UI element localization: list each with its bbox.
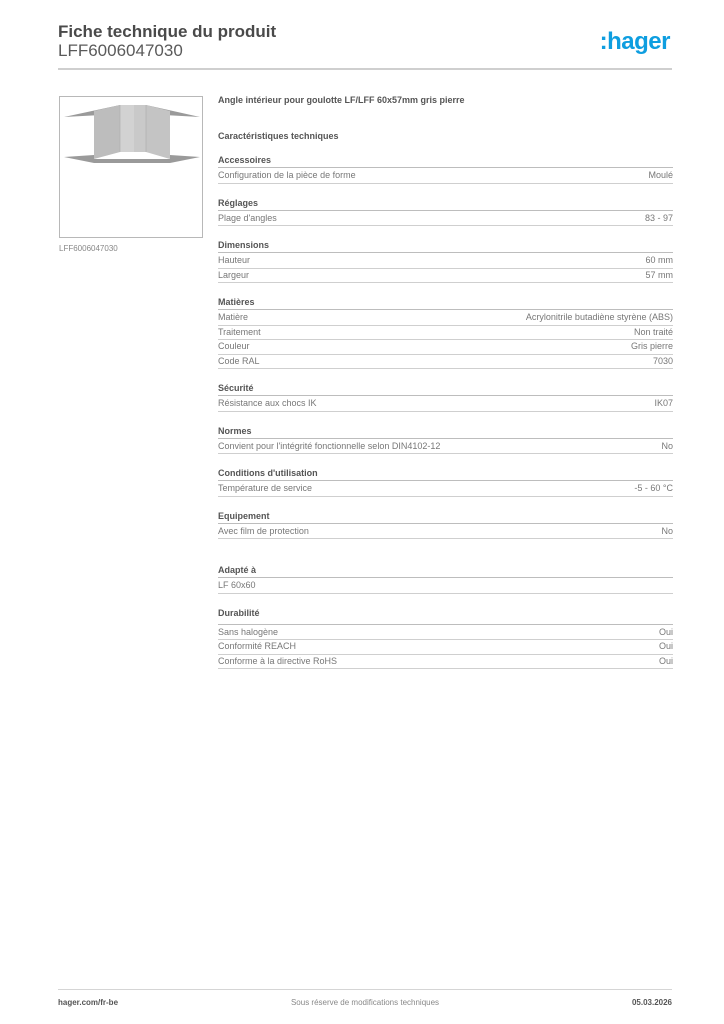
product-photo-icon — [60, 97, 202, 237]
spec-row — [218, 326, 673, 341]
section-title: Réglages — [218, 198, 673, 211]
spec-label: Largeur — [218, 269, 250, 280]
spec-label: Convient pour l'intégrité fonctionnelle selon DIN4102-12 — [218, 440, 441, 451]
spec-value: Moulé — [648, 170, 673, 180]
spec-value: Non traité — [633, 326, 673, 337]
spec-row — [218, 269, 673, 284]
section-normes — [218, 426, 673, 455]
spec-row — [218, 440, 673, 455]
spec-label: Avec film de protection — [218, 525, 309, 536]
footer-disclaimer: Sous réserve de modifications techniques — [290, 998, 440, 1007]
section-conditions — [218, 468, 673, 497]
section-title: Matières — [218, 297, 673, 310]
section-title: Durabilité — [218, 608, 673, 625]
section-adapte — [218, 565, 673, 594]
spec-label: Résistance aux chocs IK — [218, 398, 317, 408]
spec-label: Conforme à la directive RoHS — [218, 655, 338, 666]
section-title: Sécurité — [218, 383, 673, 396]
image-caption: LFF6006047030 — [59, 244, 118, 253]
section-matieres — [218, 297, 673, 369]
spec-value: No — [661, 525, 673, 536]
section-reglages — [218, 198, 673, 227]
product-reference: LFF6006047030 — [58, 41, 183, 60]
spec-row — [218, 254, 673, 269]
spec-label: Traitement — [218, 326, 261, 337]
spec-row — [218, 340, 673, 355]
section-dimensions — [218, 240, 673, 283]
spec-row — [218, 525, 673, 540]
section-title: Equipement — [218, 511, 673, 524]
spec-value: Gris pierre — [630, 341, 673, 351]
footer-divider — [58, 989, 672, 990]
section-securite — [218, 383, 673, 412]
spec-row — [218, 482, 673, 497]
footer-website-link[interactable]: hager.com/fr-be — [58, 998, 119, 1007]
spec-row — [218, 626, 673, 641]
spec-value: No — [661, 440, 673, 451]
spec-label: Hauteur — [218, 255, 251, 265]
spec-row — [218, 640, 673, 655]
spec-row — [218, 169, 673, 184]
page-footer — [58, 998, 672, 1010]
spec-value: 83 - 97 — [644, 212, 673, 223]
spec-row — [218, 655, 673, 670]
spec-row — [218, 579, 673, 594]
spec-label: Configuration de la pièce de forme — [218, 170, 356, 180]
spec-label: LF 60x60 — [218, 580, 256, 590]
spec-label: Code RAL — [218, 355, 260, 366]
page-title: Fiche technique du produit — [58, 22, 277, 41]
spec-value: IK07 — [654, 398, 673, 408]
spec-value: 60 mm — [645, 255, 673, 265]
section-title: Adapté à — [218, 565, 673, 578]
spec-value: -5 - 60 °C — [634, 483, 673, 493]
hager-logo: :hager — [599, 28, 670, 55]
product-name: Angle intérieur pour goulotte LF/LFF 60x57mm gris pierre — [218, 95, 465, 105]
spec-label: Plage d'angles — [218, 212, 277, 223]
product-image — [59, 96, 203, 238]
section-title: Normes — [218, 426, 673, 439]
spec-value: Oui — [658, 655, 673, 666]
spec-value: Acrylonitrile butadiène styrène (ABS) — [525, 312, 673, 322]
spec-label: Sans halogène — [218, 626, 279, 637]
spec-row — [218, 355, 673, 370]
section-title: Accessoires — [218, 155, 673, 168]
spec-label: Température de service — [218, 483, 313, 493]
header-divider — [58, 68, 672, 70]
page-header — [58, 22, 672, 68]
section-title: Dimensions — [218, 240, 673, 253]
spec-row — [218, 397, 673, 412]
spec-value: Oui — [658, 641, 673, 651]
spec-value: 57 mm — [645, 269, 673, 280]
spec-value: 7030 — [652, 355, 673, 366]
section-title: Conditions d'utilisation — [218, 468, 673, 481]
footer-date: 05.03.2026 — [631, 998, 672, 1007]
product-specs — [218, 95, 673, 669]
spec-label: Conformité REACH — [218, 641, 297, 651]
characteristics-title: Caractéristiques techniques — [218, 131, 339, 141]
section-accessoires — [218, 155, 673, 184]
spec-value: Oui — [658, 626, 673, 637]
spec-label: Matière — [218, 312, 249, 322]
spec-row — [218, 311, 673, 326]
spec-row — [218, 212, 673, 227]
section-durabilite — [218, 608, 673, 670]
section-equipement — [218, 511, 673, 540]
spec-label: Couleur — [218, 341, 250, 351]
